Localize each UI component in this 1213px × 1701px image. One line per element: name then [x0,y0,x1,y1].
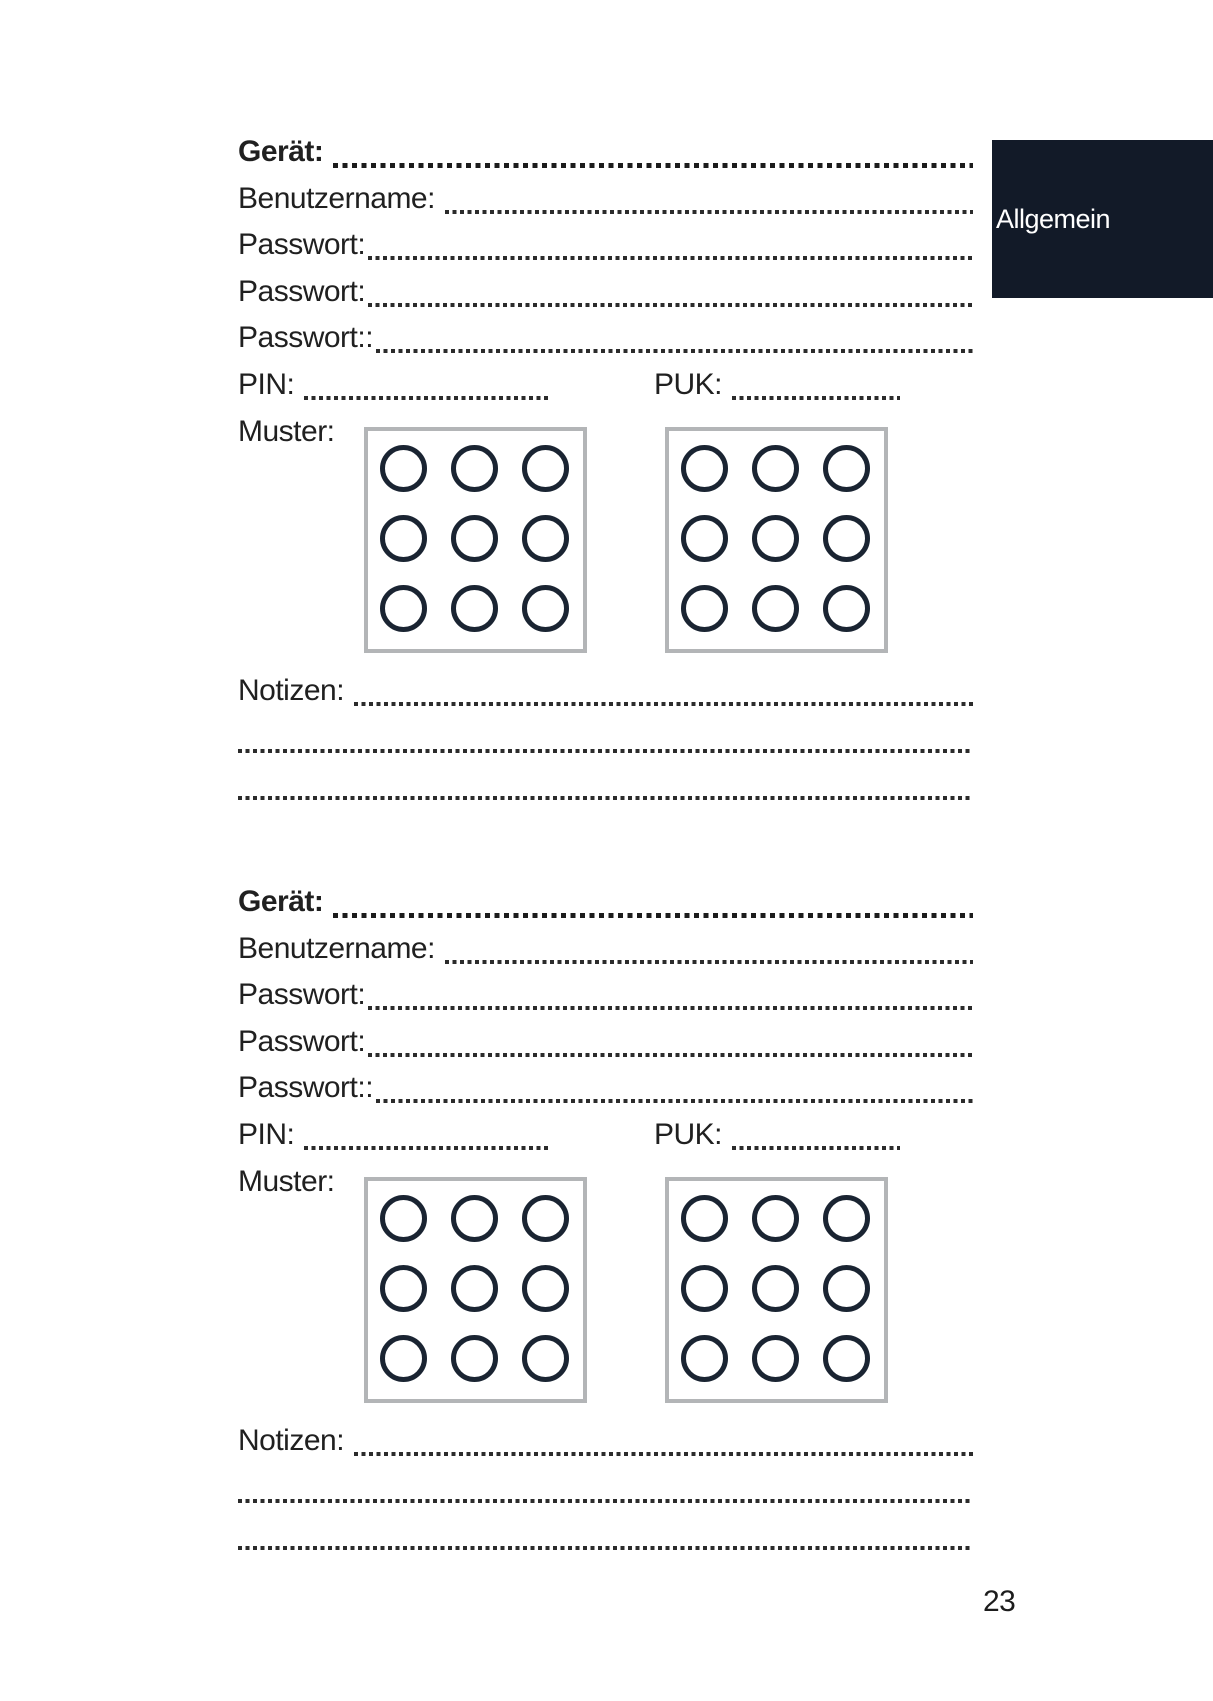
pin-row [238,1113,550,1157]
pattern-dot [522,1335,569,1382]
password-label: Passwort: [238,978,366,1011]
section-tab [992,140,1213,298]
device-label: Gerät: [238,885,324,918]
pattern-dot [752,1335,799,1382]
notes-line [238,1513,973,1557]
pattern-label: Muster: [238,415,335,448]
pattern-dot [681,1195,728,1242]
dotted-line [368,1053,973,1057]
pattern-dot [681,445,728,492]
dotted-line [333,913,973,918]
notes-label: Notizen: [238,674,345,707]
dotted-line [445,960,973,964]
password-row [238,223,973,267]
device-row [238,130,973,174]
pattern-row [238,1160,335,1204]
pattern-dot [522,515,569,562]
dotted-line [333,163,973,168]
pattern-dot [823,1265,870,1312]
device-row [238,880,973,924]
pattern-dot [823,445,870,492]
pattern-label: Muster: [238,1165,335,1198]
dotted-line [445,210,973,214]
dotted-line [732,1146,900,1150]
pattern-dot [380,585,427,632]
dotted-line [354,702,973,706]
pattern-grid [665,427,888,653]
username-row [238,177,973,221]
password-label: Passwort:: [238,321,374,354]
dotted-line [376,349,973,353]
pattern-dot [380,1195,427,1242]
pattern-dot [752,515,799,562]
username-label: Benutzername: [238,932,435,965]
pattern-dot [380,445,427,492]
notes-line [238,716,973,760]
dotted-line [368,303,973,307]
pattern-dot [752,1195,799,1242]
pattern-dot [522,1195,569,1242]
dotted-line [732,396,900,400]
dotted-line [238,1546,973,1550]
dotted-line [368,256,973,260]
pattern-dot [681,515,728,562]
pattern-dot [380,1335,427,1382]
password-label: Passwort: [238,275,366,308]
pattern-dot [451,1195,498,1242]
dotted-line [238,1499,973,1503]
password-label: Passwort: [238,228,366,261]
notes-line [238,1466,973,1510]
pin-row [238,363,550,407]
dotted-line [354,1452,973,1456]
notes-label: Notizen: [238,1424,345,1457]
password-row [238,1066,973,1110]
dotted-line [304,1146,550,1150]
puk-label: PUK: [654,368,723,401]
pattern-dot [823,585,870,632]
puk-row [654,363,900,407]
pattern-dot [522,445,569,492]
username-label: Benutzername: [238,182,435,215]
dotted-line [238,749,973,753]
pattern-dot [522,585,569,632]
pattern-dot [752,1265,799,1312]
dotted-line [368,1006,973,1010]
device-label: Gerät: [238,135,324,168]
username-row [238,927,973,971]
pattern-dot [752,585,799,632]
pattern-dot [451,1335,498,1382]
puk-row [654,1113,900,1157]
page-number: 23 [983,1585,1016,1618]
pattern-dot [823,1335,870,1382]
pattern-grid [665,1177,888,1403]
puk-label: PUK: [654,1118,723,1151]
pattern-dot [823,515,870,562]
pattern-dot [752,445,799,492]
dotted-line [238,796,973,800]
notes-line [238,763,973,807]
pattern-dot [681,1335,728,1382]
password-row [238,270,973,314]
dotted-line [376,1099,973,1103]
pattern-dot [681,585,728,632]
pin-label: PIN: [238,368,295,401]
pattern-dot [451,585,498,632]
pattern-dot [380,1265,427,1312]
dotted-line [304,396,550,400]
password-label: Passwort:: [238,1071,374,1104]
pattern-dot [522,1265,569,1312]
pattern-dot [380,515,427,562]
notes-row [238,1419,973,1463]
password-row [238,1020,973,1064]
password-label: Passwort: [238,1025,366,1058]
pin-label: PIN: [238,1118,295,1151]
pattern-dot [451,1265,498,1312]
pattern-dot [681,1265,728,1312]
pattern-row [238,410,335,454]
pattern-dot [451,515,498,562]
password-row [238,316,973,360]
section-tab-label: Allgemein [996,203,1111,234]
pattern-grid [364,1177,587,1403]
pattern-grid [364,427,587,653]
notes-row [238,669,973,713]
pattern-dot [451,445,498,492]
password-row [238,973,973,1017]
pattern-dot [823,1195,870,1242]
